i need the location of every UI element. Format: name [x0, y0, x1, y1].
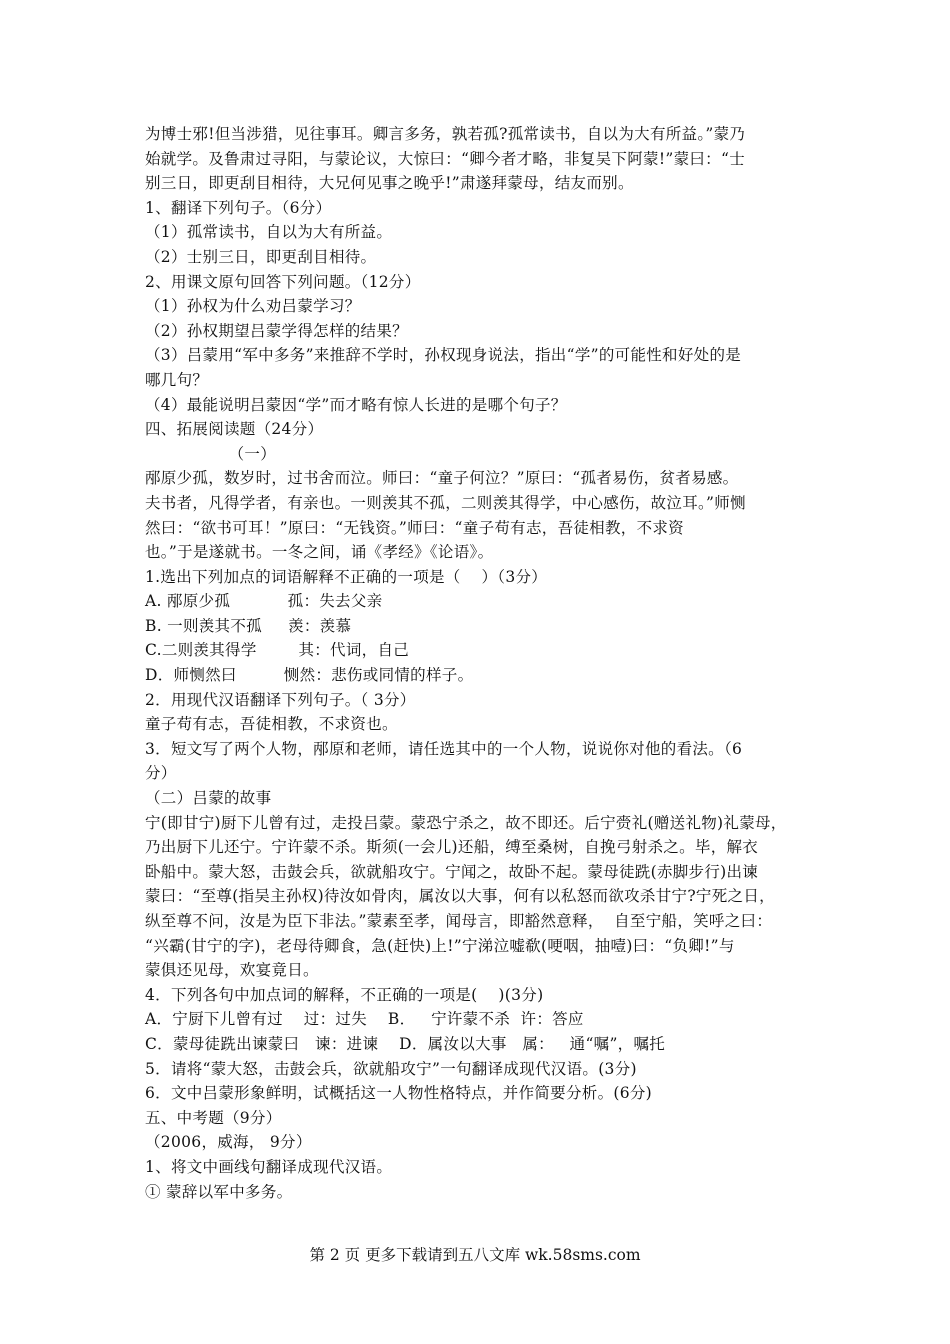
text-line: 五、中考题（9分）	[145, 1108, 282, 1127]
text-line: （2）孙权期望吕蒙学得怎样的结果？	[145, 321, 408, 340]
text-line: （一）	[145, 444, 277, 463]
text-line: “兴霸(甘宁的字)，老母待卿食，急(赶快)上!”宁涕泣嘘欷(哽咽，抽噎)曰：“负卿!”与	[145, 936, 735, 955]
page-footer: 第 2 页 更多下载请到五八文库 wk.58sms.com	[309, 1246, 641, 1264]
text-line: （2006，威海， 9分）	[145, 1133, 312, 1152]
text-line: C．蒙母徒跣出谏蒙曰 谏：进谏 D．属汝以大事 属： 通“嘱”，嘱托	[145, 1034, 666, 1053]
text-line: A. 邴原少孤 孤：失去父亲	[145, 592, 383, 611]
text-line: 四、拓展阅读题（24分）	[145, 420, 324, 439]
text-line: 纵至尊不问，汝是为臣下非法。”蒙素至孝，闻母言，即豁然意释， 自至宁船，笑呼之曰：	[145, 912, 773, 930]
text-line: 1、将文中画线句翻译成现代汉语。	[145, 1157, 393, 1176]
text-line: （3）吕蒙用“军中多务”来推辞不学时，孙权现身说法，指出“学”的可能性和好处的是	[145, 346, 742, 365]
text-line: 夫书者，凡得学者，有亲也。一则羡其不孤，二则羡其得学，中心感伤，故泣耳。”师恻	[145, 493, 746, 512]
text-line: （二）吕蒙的故事	[145, 789, 272, 808]
text-line: 蒙俱还见母，欢宴竟日。	[145, 961, 319, 980]
text-line: 乃出厨下儿还宁。宁许蒙不杀。斯须(一会儿)还船，缚至桑树，自挽弓射杀之。毕，解衣	[145, 838, 759, 857]
text-line: 始就学。及鲁肃过寻阳，与蒙论议，大惊曰：“卿今者才略，非复吴下阿蒙!”蒙曰：“士	[145, 149, 746, 168]
text-line: （1）孙权为什么劝吕蒙学习？	[145, 297, 361, 316]
text-line: ① 蒙辞以军中多务。	[145, 1182, 293, 1201]
text-line: 4．下列各句中加点词的解释，不正确的一项是( )(3分)	[145, 985, 544, 1004]
text-line: 然曰：“欲书可耳！”原曰：“无钱资。”师曰：“童子苟有志，吾徒相教，不求资	[145, 518, 684, 537]
text-line: 蒙曰：“至尊(指吴主孙权)待汝如骨肉，属汝以大事，何有以私怒而欲攻杀甘宁?宁死之日，	[145, 887, 775, 906]
text-line: 哪几句？	[145, 370, 209, 389]
text-line: B. 一则羡其不孤 羡：羡慕	[145, 616, 352, 635]
text-line: 邴原少孤，数岁时，过书舍而泣。师曰：“童子何泣？”原曰：“孤者易伤，贫者易感。	[145, 469, 739, 488]
text-line: 1、翻译下列句子。（6分）	[145, 198, 332, 217]
text-line: （2）士别三日，即更刮目相待。	[145, 247, 377, 266]
text-line: （4）最能说明吕蒙因“学”而才略有惊人长进的是哪个句子？	[145, 395, 567, 414]
text-line: 3．短文写了两个人物，邴原和老师，请任选其中的一个人物，说说你对他的看法。（6	[145, 739, 743, 758]
text-line: 分）	[145, 764, 177, 783]
text-line: 宁(即甘宁)厨下儿曾有过，走投吕蒙。蒙恐宁杀之，故不即还。后宁赍礼(赠送礼物)礼蒙母，	[145, 813, 787, 832]
text-line: 别三日，即更刮目相待，大兄何见事之晚乎!”肃遂拜蒙母，结友而别。	[145, 174, 634, 193]
text-line: 2．用现代汉语翻译下列句子。（ 3分）	[145, 690, 416, 709]
text-line: A．宁厨下儿曾有过 过：过失 B． 宁许蒙不杀 许：答应	[145, 1010, 584, 1029]
text-line: 6．文中吕蒙形象鲜明，试概括这一人物性格特点，并作简要分析。(6分)	[145, 1084, 653, 1103]
text-line: 1.选出下列加点的词语解释不正确的一项是（ ）（3分）	[145, 567, 548, 586]
text-line: 卧船中。蒙大怒，击鼓会兵，欲就船攻宁。宁闻之，故卧不起。蒙母徒跣(赤脚步行)出谏	[145, 862, 759, 881]
text-line: D．师恻然曰 恻然：悲伤或同情的样子。	[145, 666, 474, 685]
text-line: 也。”于是遂就书。一冬之间，诵《孝经》《论语》。	[145, 543, 494, 562]
text-line: （1）孤常读书，自以为大有所益。	[145, 223, 393, 242]
text-line: 2、用课文原句回答下列问题。（12分）	[145, 272, 421, 291]
text-line: 童子苟有志，吾徒相教，不求资也。	[145, 715, 398, 734]
document-body	[145, 122, 815, 1204]
text-line: 为博士邪!但当涉猎，见往事耳。卿言多务，孰若孤?孤常读书，自以为大有所益。”蒙乃	[145, 125, 746, 143]
text-line: C.二则羡其得学 其：代词，自己	[145, 641, 410, 660]
text-line: 5．请将“蒙大怒，击鼓会兵，欲就船攻宁”一句翻译成现代汉语。(3分)	[145, 1059, 637, 1078]
